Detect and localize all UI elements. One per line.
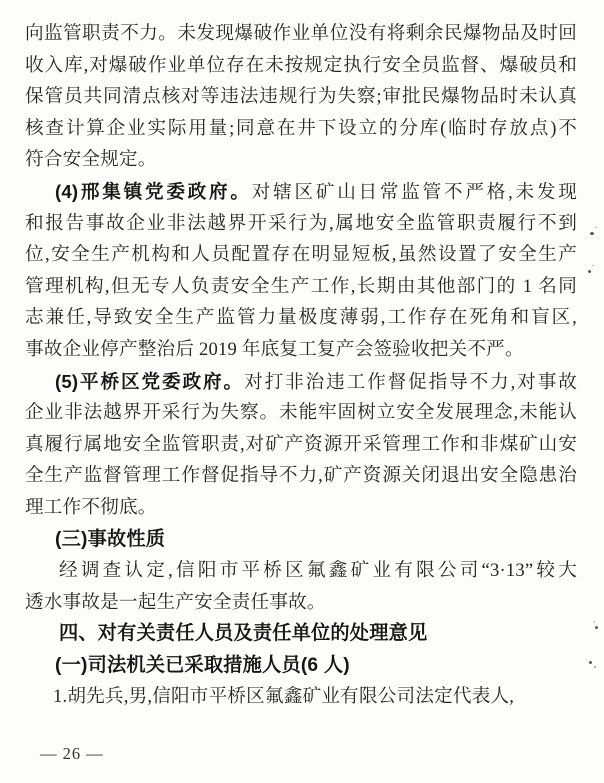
text-line — [25, 650, 577, 682]
bold-text-segment: (4)邢集镇党委政府。 — [55, 180, 252, 202]
text-line — [25, 18, 577, 50]
scan-artifact — [594, 621, 595, 623]
text-segment: 保管员共同清点核对等违法违规行为失察;审批民爆物品时未认真 — [25, 86, 577, 108]
bold-text-segment: (一)司法机关已采取措施人员(6 人) — [55, 654, 350, 676]
bold-text-segment: (5)平桥区党委政府。 — [55, 370, 245, 392]
scan-artifact — [594, 666, 596, 668]
text-line — [25, 50, 577, 82]
heading-handling-opinions — [25, 618, 577, 650]
text-segment: 1.胡先兵,男,信阳市平桥区氟鑫矿业有限公司法定代表人, — [53, 686, 515, 708]
text-line — [25, 460, 577, 492]
text-line — [25, 681, 577, 713]
text-line — [25, 176, 577, 208]
bold-text-segment: (三)事故性质 — [55, 528, 166, 550]
text-line — [25, 81, 577, 113]
text-line — [25, 555, 577, 587]
heading-judicial-measures — [25, 650, 577, 682]
scan-artifact — [595, 626, 598, 629]
text-segment: 企业非法越界开采行为失察。未能牢固树立安全发展理念,未能认 — [25, 402, 577, 424]
text-segment: 符合安全规定。 — [25, 149, 157, 171]
scan-artifact — [595, 227, 597, 228]
text-segment: 核查计算企业实际用量;同意在井下设立的分库(临时存放点)不 — [25, 117, 577, 139]
text-line — [25, 618, 577, 650]
document-body — [25, 18, 577, 713]
scan-artifact — [592, 265, 594, 266]
text-segment: 理工作不彻底。 — [25, 496, 157, 518]
text-segment: 收入库,对爆破作业单位存在未按规定执行安全员监督、爆破员和 — [25, 54, 577, 76]
text-segment: 经调查认定,信阳市平桥区氟鑫矿业有限公司“3·13”较大 — [59, 560, 577, 582]
heading-accident-nature — [25, 524, 577, 556]
para-explosives-supervision — [25, 18, 577, 176]
text-line — [25, 492, 577, 524]
text-segment: 对辖区矿山日常监管不严格,未发现 — [251, 181, 577, 203]
text-line — [25, 524, 577, 556]
text-line — [25, 113, 577, 145]
text-segment: 全生产监督管理工作督促指导不力,矿产资源关闭退出安全隐患治 — [25, 465, 577, 487]
text-segment: 真履行属地安全监管职责,对矿产资源开采管理工作和非煤矿山安 — [25, 433, 577, 455]
text-line — [25, 429, 577, 461]
text-segment: 管理机构,但无专人负责安全生产工作,长期由其他部门的 1 名同 — [25, 275, 577, 297]
text-line — [25, 302, 577, 334]
text-line — [25, 587, 577, 619]
text-line — [25, 397, 577, 429]
text-line — [25, 208, 577, 240]
para-investigation-conclusion — [25, 555, 577, 618]
text-line — [25, 366, 577, 398]
para-person-hu-xianbing — [25, 681, 577, 713]
text-segment: 事故企业停产整治后 2019 年底复工复产会签验收把关不严。 — [25, 338, 524, 360]
text-line — [25, 239, 577, 271]
text-segment: 对打非治违工作督促指导不力,对事故 — [244, 371, 577, 393]
text-segment: 向监管职责不力。未发现爆破作业单位没有将剩余民爆物品及时回 — [25, 23, 577, 44]
text-segment: 志兼任,导致安全生产监管力量极度薄弱,工作存在死角和盲区, — [25, 307, 577, 329]
page-number: — 26 — — [40, 744, 104, 763]
para-xingji-town-govt — [25, 176, 577, 366]
scan-artifact — [589, 661, 592, 664]
text-line — [25, 144, 577, 176]
para-pingqiao-district-govt — [25, 366, 577, 524]
text-segment: 位,安全生产机构和人员配置存在明显短板,虽然设置了安全生产 — [25, 244, 577, 266]
text-line — [25, 271, 577, 303]
text-segment: 和报告事故企业非法越界开采行为,属地安全监管职责履行不到 — [25, 212, 577, 234]
scan-artifact — [588, 270, 591, 273]
scan-artifact — [590, 232, 594, 235]
text-segment: 透水事故是一起生产安全责任事故。 — [25, 591, 326, 613]
bold-text-segment: 四、对有关责任人员及责任单位的处理意见 — [59, 623, 428, 645]
text-line — [25, 334, 577, 366]
